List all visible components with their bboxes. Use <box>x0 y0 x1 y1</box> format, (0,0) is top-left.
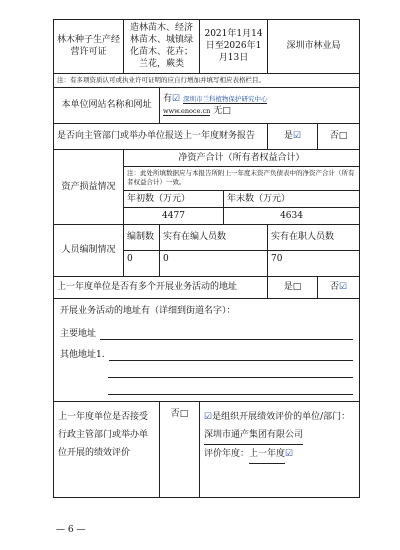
license-name: 林木种子生产经营许可证 <box>54 20 124 74</box>
multi-site-question: 上一年度单位是否有多个开展业务活动的地址 <box>54 276 268 298</box>
evaluation-year-value: 上一年度 <box>249 445 285 464</box>
website-none-checkbox[interactable]: □ <box>222 106 231 117</box>
address-block <box>54 298 360 401</box>
annual-report-form <box>53 19 360 498</box>
evaluation-yes-checkbox[interactable]: ☑ <box>204 412 213 423</box>
multi-site-no-checkbox[interactable]: ☑ <box>339 282 348 293</box>
evaluation-no-label: 否 <box>170 409 180 420</box>
evaluation-no-checkbox[interactable]: □ <box>179 409 189 420</box>
address-title: 开展业务活动的地址有（详细到街道名字）： <box>60 305 236 316</box>
address-other-index: 1. <box>96 349 105 360</box>
license-scope: 造林苗木、经济林苗木、城镇绿化苗木、花卉；兰花，蕨类 <box>124 20 200 74</box>
staffing-value-actual: 0 <box>160 250 268 276</box>
staffing-value-employed: 70 <box>268 250 360 276</box>
financial-report-no-label: 否 <box>329 130 339 141</box>
address-main-field[interactable] <box>100 327 353 340</box>
evaluation-row <box>54 402 360 498</box>
website-none-label: 无 <box>213 106 223 117</box>
address-other-field-1[interactable] <box>109 348 353 361</box>
multi-site-no-label: 否 <box>329 282 339 293</box>
website-label: 本单位网站名称和网址 <box>54 87 160 123</box>
assets-begin-label: 年初数（万元） <box>124 190 224 207</box>
address-row <box>54 298 360 401</box>
evaluation-question: 上一年度单位是否接受行政主管部门或举办单位开展的绩效评价 <box>54 402 160 498</box>
multi-site-row <box>54 276 360 298</box>
staffing-header-actual: 实有在编人员数 <box>160 224 268 250</box>
evaluation-yes-text: 是组织开展绩效评价的单位/部门： <box>212 412 351 423</box>
financial-report-yes-label: 是 <box>283 130 293 141</box>
multi-site-yes[interactable] <box>268 276 318 298</box>
staffing-value-quota: 0 <box>124 250 160 276</box>
address-main-label: 主要地址 <box>60 328 97 339</box>
financial-report-question: 是否向主管部门或举办单位报送上一年度财务报告 <box>54 123 268 149</box>
staffing-label: 人员编制情况 <box>54 224 124 276</box>
license-note: 注：有多项资质认可或执业许可证明的应自行增加并填写相应表格栏目。 <box>54 73 360 87</box>
staffing-header-employed: 实有在职人员数 <box>268 224 360 250</box>
address-other-field-3[interactable] <box>108 382 353 395</box>
address-other-field-2[interactable] <box>108 365 353 378</box>
website-url[interactable]: www.enoce.cn <box>163 107 211 116</box>
website-has-label: 有 <box>163 93 173 104</box>
license-validity: 2021年1月14日至2026年1月13日 <box>200 20 268 74</box>
financial-report-yes-checkbox[interactable]: ☑ <box>293 130 302 141</box>
assets-header: 净资产合计（所有者权益合计） <box>124 149 360 166</box>
assets-end-label: 年末数（万元） <box>224 190 360 207</box>
website-value <box>160 87 360 123</box>
multi-site-yes-checkbox[interactable]: □ <box>292 282 302 293</box>
staffing-header-quota: 编制数 <box>124 224 160 250</box>
evaluation-year-label: 评价年度： <box>204 449 250 460</box>
evaluation-yes <box>200 402 360 498</box>
page-number: — 6 — <box>56 525 86 535</box>
financial-report-no-checkbox[interactable]: □ <box>338 130 348 141</box>
financial-report-yes[interactable] <box>268 123 318 149</box>
financial-report-row <box>54 123 360 149</box>
evaluation-org: 深圳市通产集团有限公司 <box>204 426 303 445</box>
license-authority: 深圳市林业局 <box>268 20 360 74</box>
assets-label: 资产损益情况 <box>54 149 124 224</box>
website-has-checkbox[interactable]: ☑ <box>172 93 181 104</box>
evaluation-year-checkbox[interactable]: ☑ <box>285 449 294 460</box>
website-row <box>54 87 360 123</box>
evaluation-no[interactable] <box>160 402 200 498</box>
assets-note: 注：此处所填数据应与本报告所附上一年度末资产负债表中的净资产合计（所有者权益合计）一致。 <box>124 166 360 190</box>
financial-report-no[interactable] <box>318 123 360 149</box>
website-org-name: 深圳市兰科植物保护研究中心 <box>182 94 268 103</box>
assets-end-value: 4634 <box>224 207 360 224</box>
assets-begin-value: 4477 <box>124 207 224 224</box>
address-other-label: 其他地址 <box>60 349 97 360</box>
multi-site-no[interactable] <box>318 276 360 298</box>
license-row <box>54 20 360 74</box>
multi-site-yes-label: 是 <box>283 282 293 293</box>
